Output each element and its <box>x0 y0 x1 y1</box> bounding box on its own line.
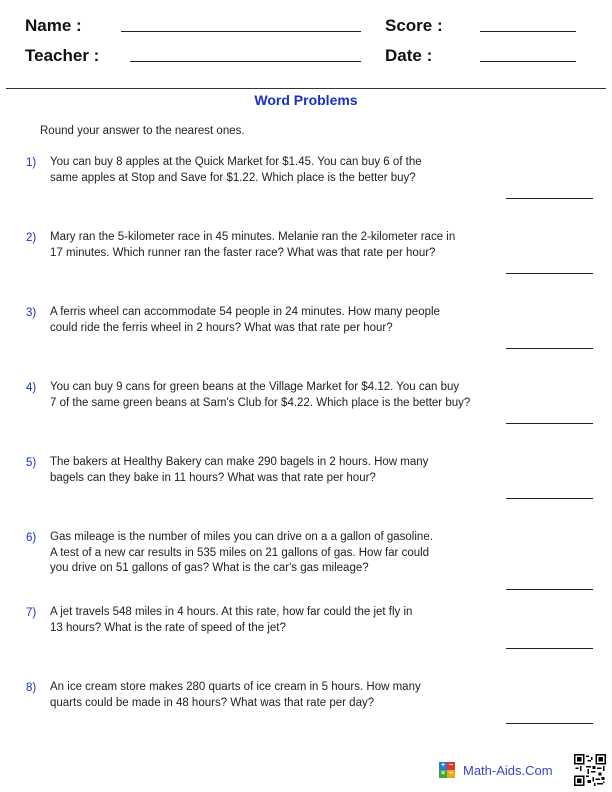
answer-line[interactable] <box>506 648 593 649</box>
qr-code-icon <box>574 754 606 786</box>
problem-text-line: A jet travels 548 miles in 4 hours. At this rate, how far could the jet fly in <box>50 606 413 618</box>
header-divider <box>6 88 606 89</box>
answer-line[interactable] <box>506 589 593 590</box>
problem-number: 2) <box>26 232 37 244</box>
problem-text-line: could ride the ferris wheel in 2 hours? What was that rate per hour? <box>50 321 393 334</box>
teacher-label: Teacher : <box>25 46 100 65</box>
problem-text-line: 13 hours? What is the rate of speed of the jet? <box>50 621 286 634</box>
score-field[interactable] <box>480 31 576 32</box>
problem-text <box>50 605 496 636</box>
instructions: Round your answer to the nearest ones. <box>40 125 245 137</box>
answer-line[interactable] <box>506 498 593 499</box>
problem-text <box>50 230 496 261</box>
answer-line[interactable] <box>506 723 593 724</box>
problem-number: 5) <box>26 457 37 469</box>
problem-text-line: You can buy 8 apples at the Quick Market for $1.45. You can buy 6 of the <box>50 156 422 168</box>
answer-line[interactable] <box>506 348 593 349</box>
problem-text <box>50 530 496 577</box>
problem-text <box>50 155 496 186</box>
problem-text-line: you drive on 51 gallons of gas? What is the car's gas mileage? <box>50 562 369 575</box>
date-label: Date : <box>385 46 433 65</box>
problem-text <box>50 680 496 711</box>
problem-text-line: same apples at Stop and Save for $1.22. Which place is the better buy? <box>50 171 416 184</box>
problem-text-line: You can buy 9 cans for green beans at the Village Market for $4.12. You can buy <box>50 381 460 393</box>
problem-text-line: An ice cream store makes 280 quarts of ice cream in 5 hours. How many <box>50 681 421 693</box>
problem-text <box>50 305 496 336</box>
date-field[interactable] <box>480 61 576 62</box>
worksheet-title: Word Problems <box>254 92 358 108</box>
problem-text-line: A ferris wheel can accommodate 54 people in 24 minutes. How many people <box>50 306 440 318</box>
problem-text-line: quarts could be made in 48 hours? What was that rate per day? <box>50 696 375 709</box>
problem-text-line: bagels can they bake in 11 hours? What was that rate per hour? <box>50 471 376 484</box>
problem-text <box>50 380 496 411</box>
score-label: Score : <box>385 16 443 35</box>
answer-line[interactable] <box>506 198 593 199</box>
problem-text-line: Mary ran the 5-kilometer race in 45 minutes. Melanie ran the 2-kilometer race in <box>50 231 456 243</box>
name-label: Name : <box>25 16 82 35</box>
problem-text-line: A test of a new car results in 535 miles on 21 gallons of gas. How far could <box>50 546 430 559</box>
problem-number: 6) <box>26 532 37 544</box>
teacher-field[interactable] <box>130 61 361 62</box>
problem-text-line: 7 of the same green beans at Sam's Club for $4.22. Which place is the better buy? <box>50 396 471 409</box>
problem-number: 8) <box>26 682 37 694</box>
problem-text <box>50 455 496 486</box>
problem-number: 4) <box>26 382 37 394</box>
answer-line[interactable] <box>506 423 593 424</box>
problem-number: 3) <box>26 307 37 319</box>
logo-text: Math-Aids.Com <box>463 762 553 778</box>
math-aids-logo[interactable] <box>439 762 553 778</box>
problem-text-line: The bakers at Healthy Bakery can make 290 bagels in 2 hours. How many <box>50 456 429 468</box>
answer-line[interactable] <box>506 273 593 274</box>
calculator-logo-icon: + − × ÷ <box>440 762 454 777</box>
problem-number: 7) <box>26 607 37 619</box>
problem-number: 1) <box>26 157 37 169</box>
problem-text-line: Gas mileage is the number of miles you can drive on a a gallon of gasoline. <box>50 531 433 543</box>
problem-text-line: 17 minutes. Which runner ran the faster race? What was that rate per hour? <box>50 246 436 259</box>
name-field[interactable] <box>121 31 361 32</box>
